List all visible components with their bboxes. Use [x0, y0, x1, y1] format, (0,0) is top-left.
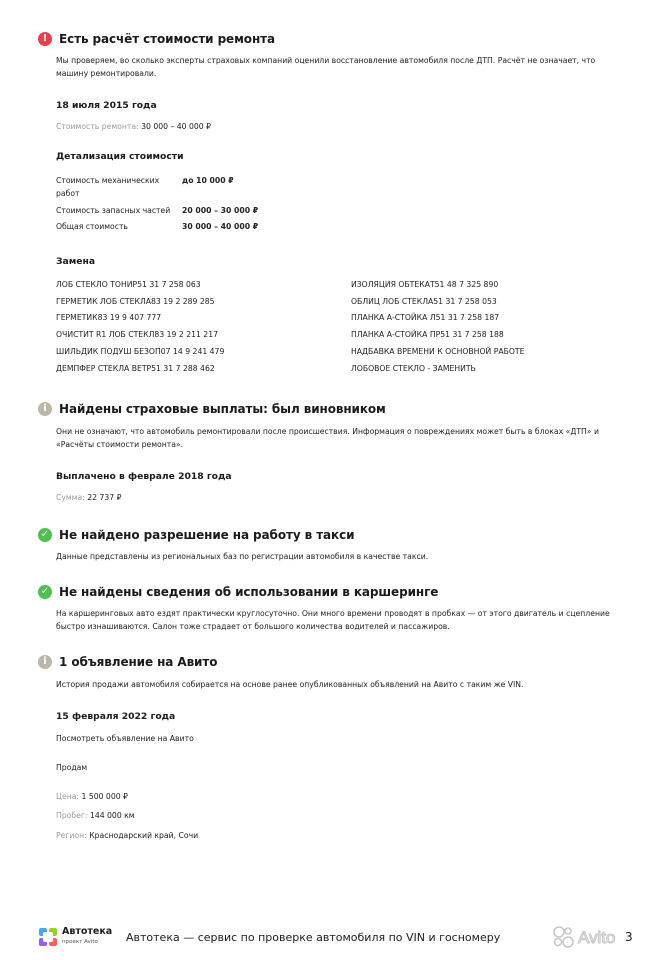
- info-icon: i: [38, 402, 52, 416]
- replace-item: ИЗОЛЯЦИЯ ОБТЕКАТ51 48 7 325 890: [351, 280, 499, 289]
- replace-item: ГЕРМЕТИК83 19 9 407 777: [56, 313, 162, 322]
- replace-title: Замена: [56, 256, 96, 267]
- avito-price: [56, 792, 128, 801]
- avito-watermark-icon: [552, 924, 636, 950]
- avito-watermark-text: Avito: [578, 928, 616, 947]
- carsharing-section-title: Не найдены сведения об использовании в каршеринге: [59, 585, 439, 599]
- avito-section-title: 1 объявление на Авито: [59, 655, 218, 669]
- detail-title: Детализация стоимости: [56, 151, 184, 162]
- repair-cost: [56, 122, 211, 131]
- replace-item: ШИЛЬДИК ПОДУШ БЕЗОП07 14 9 241 479: [56, 347, 225, 356]
- repair-cost-value: 30 000 – 40 000 ₽: [141, 122, 211, 131]
- replace-item: НАДБАВКА ВРЕМЕНИ К ОСНОВНОЙ РАБОТЕ: [351, 347, 525, 356]
- avito-price-label: Цена:: [56, 792, 80, 801]
- detail-value: 20 000 – 30 000 ₽: [182, 206, 259, 215]
- exclamation-icon: !: [38, 32, 52, 46]
- insurance-sum: [56, 493, 122, 502]
- detail-row: [56, 174, 316, 200]
- detail-value: до 10 000 ₽: [182, 176, 234, 185]
- replace-item: ОБЛИЦ ЛОБ СТЕКЛА51 31 7 258 053: [351, 297, 497, 306]
- insurance-description: Они не означают, что автомобиль ремонтировали после происшествия. Информация о повреждениях может быть в блоках «ДТП» и «Расчёты стоимости ремонта».: [56, 427, 599, 449]
- replace-item: ОЧИСТИТ R1 ЛОБ СТЕКЛ83 19 2 211 217: [56, 330, 218, 339]
- avito-status: Продам: [56, 763, 88, 772]
- avito-section-header: [38, 655, 217, 669]
- avito-price-value: 1 500 000 ₽: [81, 792, 128, 801]
- footer-brand: Автотека: [62, 926, 113, 937]
- repair-section-header: [38, 32, 275, 46]
- taxi-section-title: Не найдено разрешение на работу в такси: [59, 528, 355, 542]
- taxi-description: Данные представлены из региональных баз по регистрации автомобиля в качестве такси.: [56, 552, 429, 561]
- replace-item: ЛОБ СТЕКЛО ТОНИР51 31 7 258 063: [56, 280, 201, 289]
- repair-cost-label: Стоимость ремонта:: [56, 122, 139, 131]
- carsharing-description: На каршеринговых авто ездят практически круглосуточно. Они много времени проводят в пробках — от этого двигатель и сцепление быстро изнашиваются. Салон тоже страдает от большого количества водителей и пассажиров.: [56, 609, 610, 631]
- footer-brand-sub: проект Avito: [62, 939, 98, 945]
- insurance-section-header: [38, 402, 386, 416]
- insurance-section-title: Найдены страховые выплаты: был виновником: [59, 402, 386, 416]
- replace-item: ПЛАНКА А-СТОЙКА Л51 31 7 258 187: [351, 313, 500, 322]
- check-icon: ✓: [38, 585, 52, 599]
- avito-region-value: Краснодарский край, Сочи: [89, 831, 199, 840]
- avito-date: 15 февраля 2022 года: [56, 711, 176, 722]
- footer-text: Автотека — сервис по проверке автомобиля по VIN и госномеру: [126, 931, 501, 944]
- replace-item: ПЛАНКА А-СТОЙКА ПР51 31 7 258 188: [351, 330, 504, 339]
- repair-date: 18 июля 2015 года: [56, 100, 157, 111]
- detail-label: Общая стоимость: [56, 222, 128, 231]
- taxi-section-header: [38, 528, 354, 542]
- replace-item: ЛОБОВОЕ СТЕКЛО - ЗАМЕНИТЬ: [351, 364, 476, 373]
- insurance-sum-value: 22 737 ₽: [87, 493, 122, 502]
- avito-mileage-value: 144 000 км: [89, 811, 135, 820]
- carsharing-section-header: [38, 585, 438, 599]
- page-number: 3: [625, 930, 633, 944]
- detail-row: [56, 220, 316, 233]
- avito-listing-link[interactable]: Посмотреть объявление на Авито: [56, 734, 194, 743]
- avito-description: История продажи автомобиля собирается на основе ранее опубликованных объявлений на Авито с таким же VIN.: [56, 680, 524, 689]
- avtoteka-logo-icon: [38, 927, 58, 947]
- detail-value: 30 000 – 40 000 ₽: [182, 222, 259, 231]
- detail-row: [56, 204, 316, 217]
- avito-region-label: Регион:: [56, 831, 87, 840]
- avito-mileage: [56, 811, 135, 820]
- insurance-sum-label: Сумма:: [56, 493, 85, 502]
- info-icon: i: [38, 655, 52, 669]
- detail-label: Стоимость запасных частей: [56, 206, 171, 215]
- check-icon: ✓: [38, 528, 52, 542]
- avito-region: [56, 831, 198, 840]
- avito-mileage-label: Пробег:: [56, 811, 88, 820]
- replace-item: ГЕРМЕТИК ЛОБ СТЕКЛА83 19 2 289 285: [56, 297, 215, 306]
- repair-description: Мы проверяем, во сколько эксперты страховых компаний оценили восстановление автомобиля после ДТП. Расчёт не означает, что машину ремонтировали.: [56, 56, 596, 78]
- insurance-paid: Выплачено в феврале 2018 года: [56, 471, 232, 482]
- repair-section-title: Есть расчёт стоимости ремонта: [59, 32, 275, 46]
- detail-label: Стоимость механических работ: [56, 176, 160, 198]
- replace-item: ДЕМПФЕР СТЕКЛА ВЕТР51 31 7 288 462: [56, 364, 215, 373]
